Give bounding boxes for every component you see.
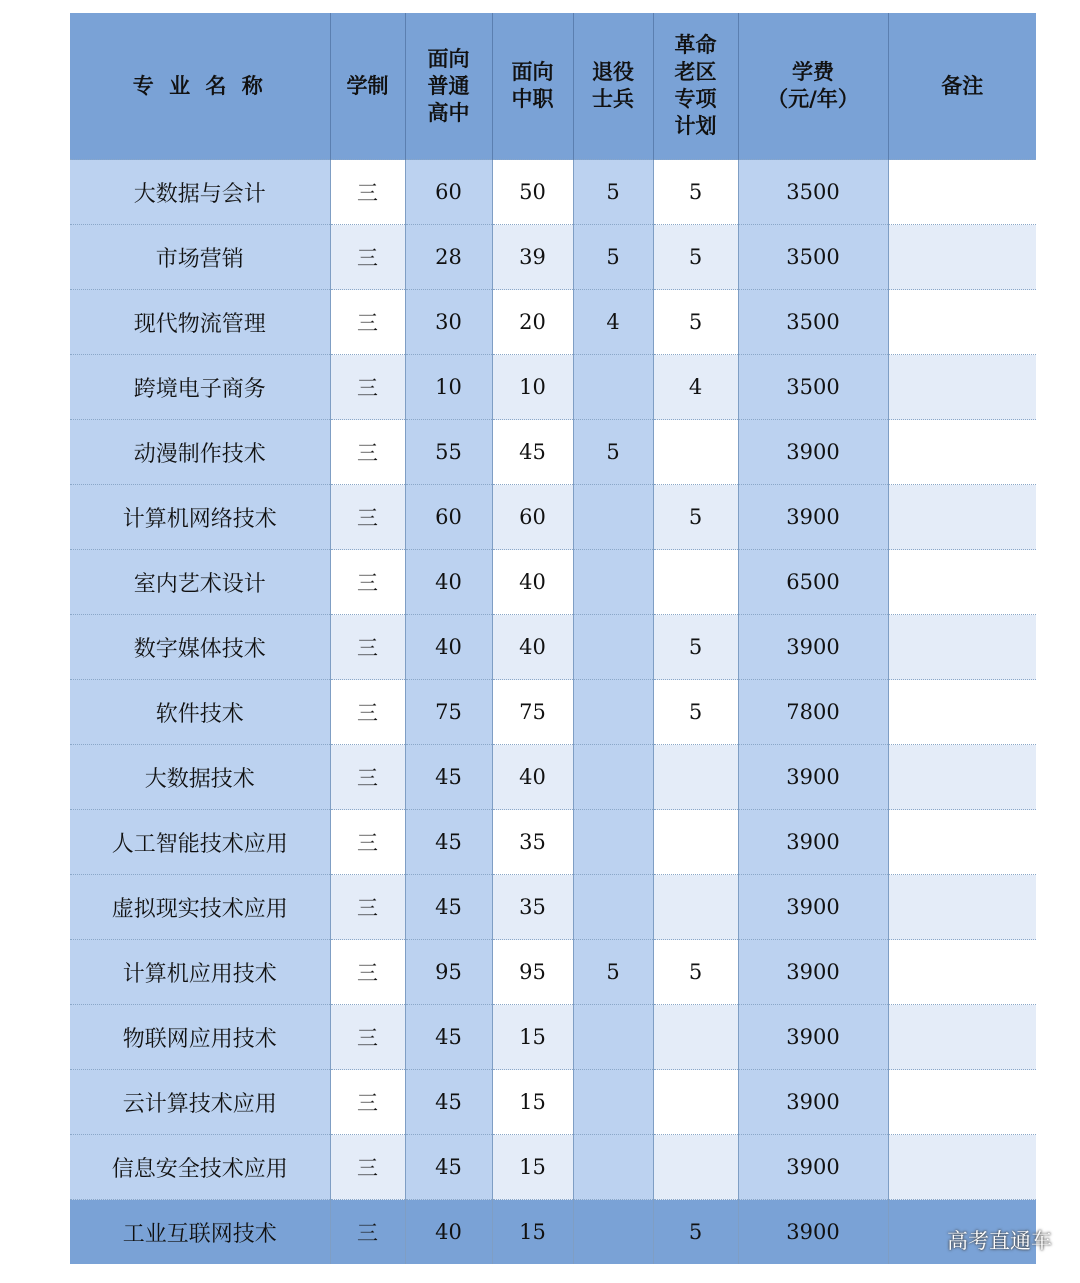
cell-remarks [888, 680, 1036, 745]
cell-duration: 三 [330, 550, 405, 615]
cell-tuition: 3900 [738, 420, 888, 485]
cell-major-name: 跨境电子商务 [70, 355, 330, 420]
cell-major-name: 室内艺术设计 [70, 550, 330, 615]
cell-remarks [888, 420, 1036, 485]
cell-vocational: 10 [492, 355, 573, 420]
cell-duration: 三 [330, 420, 405, 485]
cell-vocational: 15 [492, 1070, 573, 1135]
table-row [70, 160, 1036, 225]
cell-general-highschool: 95 [405, 940, 492, 1005]
cell-old-revolutionary-area [653, 420, 738, 485]
cell-old-revolutionary-area [653, 875, 738, 940]
cell-general-highschool: 45 [405, 745, 492, 810]
cell-general-highschool: 60 [405, 485, 492, 550]
table-row [70, 485, 1036, 550]
cell-major-name: 物联网应用技术 [70, 1005, 330, 1070]
cell-tuition: 3900 [738, 875, 888, 940]
cell-remarks [888, 225, 1036, 290]
table-row [70, 1070, 1036, 1135]
cell-general-highschool: 30 [405, 290, 492, 355]
cell-major-name: 云计算技术应用 [70, 1070, 330, 1135]
cell-vocational: 60 [492, 485, 573, 550]
cell-duration: 三 [330, 160, 405, 225]
cell-duration: 三 [330, 810, 405, 875]
cell-old-revolutionary-area: 5 [653, 940, 738, 1005]
cell-veterans [573, 875, 653, 940]
cell-general-highschool: 28 [405, 225, 492, 290]
cell-general-highschool: 75 [405, 680, 492, 745]
table-row [70, 745, 1036, 810]
cell-tuition: 6500 [738, 550, 888, 615]
table-row [70, 355, 1036, 420]
cell-vocational: 50 [492, 160, 573, 225]
enrollment-table [70, 13, 1036, 1264]
header-vocational: 面向 中职 [492, 13, 573, 160]
cell-vocational: 35 [492, 875, 573, 940]
cell-major-name: 计算机网络技术 [70, 485, 330, 550]
cell-major-name: 大数据技术 [70, 745, 330, 810]
cell-general-highschool: 45 [405, 1005, 492, 1070]
cell-general-highschool: 45 [405, 810, 492, 875]
cell-tuition: 3500 [738, 225, 888, 290]
cell-general-highschool: 40 [405, 1200, 492, 1265]
header-veterans: 退役 士兵 [573, 13, 653, 160]
cell-duration: 三 [330, 1200, 405, 1265]
cell-veterans: 5 [573, 940, 653, 1005]
cell-tuition: 3900 [738, 485, 888, 550]
cell-old-revolutionary-area: 5 [653, 225, 738, 290]
cell-veterans: 5 [573, 160, 653, 225]
cell-veterans [573, 1200, 653, 1265]
cell-old-revolutionary-area: 5 [653, 680, 738, 745]
cell-vocational: 40 [492, 550, 573, 615]
cell-veterans [573, 355, 653, 420]
cell-tuition: 3900 [738, 1005, 888, 1070]
table-row [70, 1200, 1036, 1265]
cell-general-highschool: 55 [405, 420, 492, 485]
cell-remarks [888, 485, 1036, 550]
cell-vocational: 39 [492, 225, 573, 290]
cell-major-name: 市场营销 [70, 225, 330, 290]
cell-veterans: 5 [573, 420, 653, 485]
table-row [70, 1005, 1036, 1070]
cell-major-name: 软件技术 [70, 680, 330, 745]
cell-major-name: 人工智能技术应用 [70, 810, 330, 875]
cell-veterans [573, 485, 653, 550]
cell-general-highschool: 40 [405, 615, 492, 680]
watermark: 高考直通车 [947, 1229, 1052, 1253]
cell-duration: 三 [330, 875, 405, 940]
cell-duration: 三 [330, 355, 405, 420]
cell-veterans: 5 [573, 225, 653, 290]
cell-major-name: 计算机应用技术 [70, 940, 330, 1005]
cell-vocational: 15 [492, 1005, 573, 1070]
table-row [70, 225, 1036, 290]
cell-vocational: 40 [492, 745, 573, 810]
cell-tuition: 7800 [738, 680, 888, 745]
cell-veterans [573, 1005, 653, 1070]
cell-duration: 三 [330, 940, 405, 1005]
table-row [70, 290, 1036, 355]
header-remarks: 备注 [888, 13, 1036, 160]
cell-duration: 三 [330, 290, 405, 355]
cell-major-name: 虚拟现实技术应用 [70, 875, 330, 940]
cell-major-name: 现代物流管理 [70, 290, 330, 355]
cell-vocational: 15 [492, 1200, 573, 1265]
table-row [70, 420, 1036, 485]
cell-general-highschool: 45 [405, 1135, 492, 1200]
cell-old-revolutionary-area [653, 810, 738, 875]
cell-general-highschool: 45 [405, 875, 492, 940]
cell-tuition: 3900 [738, 615, 888, 680]
cell-remarks [888, 1005, 1036, 1070]
cell-old-revolutionary-area: 5 [653, 160, 738, 225]
cell-tuition: 3900 [738, 745, 888, 810]
cell-duration: 三 [330, 1135, 405, 1200]
header-general-highschool: 面向 普通 高中 [405, 13, 492, 160]
cell-general-highschool: 45 [405, 1070, 492, 1135]
table-row [70, 680, 1036, 745]
cell-remarks [888, 615, 1036, 680]
cell-remarks [888, 810, 1036, 875]
cell-old-revolutionary-area: 5 [653, 615, 738, 680]
cell-veterans [573, 550, 653, 615]
cell-tuition: 3900 [738, 1070, 888, 1135]
table-row [70, 810, 1036, 875]
cell-old-revolutionary-area [653, 1070, 738, 1135]
cell-tuition: 3900 [738, 940, 888, 1005]
table-row [70, 940, 1036, 1005]
cell-tuition: 3900 [738, 810, 888, 875]
cell-duration: 三 [330, 1005, 405, 1070]
cell-tuition: 3500 [738, 290, 888, 355]
cell-veterans [573, 680, 653, 745]
cell-remarks [888, 875, 1036, 940]
cell-old-revolutionary-area [653, 1135, 738, 1200]
cell-major-name: 信息安全技术应用 [70, 1135, 330, 1200]
header-old-revolutionary-area: 革命 老区 专项 计划 [653, 13, 738, 160]
cell-remarks [888, 355, 1036, 420]
cell-vocational: 15 [492, 1135, 573, 1200]
cell-old-revolutionary-area: 5 [653, 290, 738, 355]
cell-old-revolutionary-area: 4 [653, 355, 738, 420]
cell-old-revolutionary-area: 5 [653, 485, 738, 550]
cell-general-highschool: 10 [405, 355, 492, 420]
cell-veterans [573, 615, 653, 680]
header-major-name: 专 业 名 称 [70, 13, 330, 160]
header-tuition: 学费 （元/年） [738, 13, 888, 160]
cell-duration: 三 [330, 615, 405, 680]
cell-remarks [888, 1135, 1036, 1200]
cell-tuition: 3900 [738, 1135, 888, 1200]
cell-major-name: 数字媒体技术 [70, 615, 330, 680]
cell-remarks [888, 290, 1036, 355]
cell-vocational: 75 [492, 680, 573, 745]
cell-tuition: 3500 [738, 160, 888, 225]
cell-old-revolutionary-area [653, 745, 738, 810]
cell-duration: 三 [330, 680, 405, 745]
cell-tuition: 3500 [738, 355, 888, 420]
cell-veterans [573, 810, 653, 875]
table-row [70, 1135, 1036, 1200]
cell-veterans [573, 745, 653, 810]
cell-old-revolutionary-area: 5 [653, 1200, 738, 1265]
cell-vocational: 20 [492, 290, 573, 355]
cell-major-name: 大数据与会计 [70, 160, 330, 225]
cell-veterans [573, 1135, 653, 1200]
cell-old-revolutionary-area [653, 1005, 738, 1070]
cell-duration: 三 [330, 745, 405, 810]
cell-veterans: 4 [573, 290, 653, 355]
cell-remarks [888, 745, 1036, 810]
table-header-row [70, 13, 1036, 160]
cell-major-name: 工业互联网技术 [70, 1200, 330, 1265]
table-row [70, 615, 1036, 680]
cell-remarks [888, 940, 1036, 1005]
cell-veterans [573, 1070, 653, 1135]
table-row [70, 875, 1036, 940]
cell-remarks [888, 160, 1036, 225]
cell-remarks [888, 550, 1036, 615]
cell-duration: 三 [330, 1070, 405, 1135]
cell-vocational: 40 [492, 615, 573, 680]
cell-general-highschool: 60 [405, 160, 492, 225]
cell-major-name: 动漫制作技术 [70, 420, 330, 485]
cell-general-highschool: 40 [405, 550, 492, 615]
cell-remarks [888, 1070, 1036, 1135]
cell-duration: 三 [330, 485, 405, 550]
cell-vocational: 35 [492, 810, 573, 875]
cell-tuition: 3900 [738, 1200, 888, 1265]
cell-duration: 三 [330, 225, 405, 290]
table-row [70, 550, 1036, 615]
header-duration: 学制 [330, 13, 405, 160]
cell-vocational: 45 [492, 420, 573, 485]
cell-vocational: 95 [492, 940, 573, 1005]
cell-old-revolutionary-area [653, 550, 738, 615]
